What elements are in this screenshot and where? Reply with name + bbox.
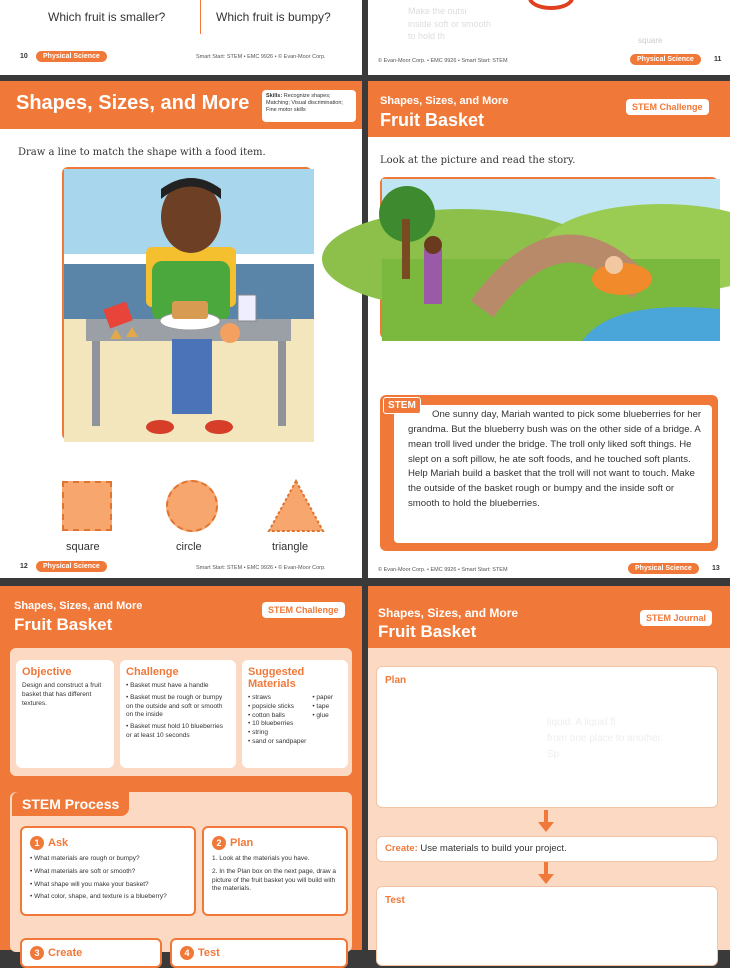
materials-col-1	[248, 694, 306, 747]
bridge-scene-svg	[382, 179, 720, 341]
stem-challenge-badge: STEM Challenge	[626, 99, 709, 115]
create-text: Use materials to build your project.	[420, 843, 567, 854]
question-bumpy: Which fruit is bumpy?	[216, 10, 331, 24]
instruction: Draw a line to match the shape with a food item.	[18, 147, 266, 158]
material-item: • paper	[312, 694, 333, 703]
ask-item: • What shape will you make your basket?	[30, 881, 186, 890]
page-12	[0, 81, 362, 578]
create-heading: Create	[48, 947, 83, 959]
challenge-heading: Challenge	[126, 666, 179, 678]
page-number: 13	[712, 565, 720, 572]
skills-text: Recognize shapes; Matching; Visual discrimination; Fine motor skills	[266, 93, 343, 114]
test-heading: Test	[198, 947, 220, 959]
footer-credit: Smart Start: STEM • EMC 9926 • © Evan-Moor Corp.	[196, 54, 326, 60]
shape-label-square: square	[66, 541, 100, 553]
challenge-card	[120, 660, 236, 768]
stem-journal-badge: STEM Journal	[640, 610, 712, 626]
page-number: 12	[20, 563, 28, 570]
material-item: • 10 blueberries	[248, 720, 306, 729]
page-title: Fruit Basket	[380, 110, 485, 130]
test-box[interactable]	[376, 886, 718, 966]
faded-text-2: inside soft or smooth	[408, 19, 492, 29]
plan-box[interactable]	[376, 666, 718, 808]
page-subtitle: Shapes, Sizes, and More	[14, 600, 143, 612]
circle-shape	[166, 480, 218, 532]
page-subtitle: Shapes, Sizes, and More	[378, 606, 519, 620]
down-arrow-icon	[538, 810, 554, 834]
page-11	[368, 0, 730, 75]
faded-shape-word: square	[638, 36, 663, 45]
section-pill: Physical Science	[628, 563, 699, 574]
down-arrow-icon	[538, 862, 554, 886]
apple-icon	[528, 0, 574, 10]
step-number: 2	[212, 836, 226, 850]
ask-item: • What materials are soft or smooth?	[30, 868, 186, 877]
objective-card	[16, 660, 114, 768]
page-13	[368, 81, 730, 578]
shape-label-circle: circle	[176, 541, 202, 553]
challenge-item: • Basket must have a handle	[126, 682, 230, 691]
boy-illustration-svg	[64, 169, 314, 442]
section-pill: Physical Science	[36, 51, 107, 62]
faded-line: from one place to another.	[547, 733, 664, 744]
page-title: Fruit Basket	[14, 615, 113, 634]
page-subtitle: Shapes, Sizes, and More	[380, 95, 509, 107]
footer-credit: © Evan-Moor Corp. • EMC 9926 • Smart Start: STEM	[378, 567, 508, 573]
material-item: • string	[248, 729, 306, 738]
page-number: 11	[714, 56, 722, 63]
skills-box	[262, 90, 356, 122]
stem-challenge-badge: STEM Challenge	[262, 602, 345, 618]
page-10	[0, 0, 362, 75]
challenge-item: • Basket must be rough or bumpy on the outside and soft or smooth on the inside	[126, 694, 230, 720]
page-title: Fruit Basket	[378, 622, 477, 641]
create-label: Create:	[385, 843, 418, 854]
square-shape	[62, 481, 112, 531]
ask-item: • What materials are rough or bumpy?	[30, 855, 186, 864]
bridge-scene-illustration	[380, 177, 718, 339]
triangle-shape	[266, 478, 326, 534]
plan-item: 2. In the Plan box on the next page, draw a picture of the fruit basket you will build with the materials.	[212, 867, 336, 893]
divider	[200, 0, 201, 34]
process-heading: STEM Process	[12, 792, 129, 816]
question-smaller: Which fruit is smaller?	[48, 10, 166, 24]
test-label: Test	[385, 895, 405, 906]
section-pill: Physical Science	[36, 561, 107, 572]
instruction: Look at the picture and read the story.	[380, 155, 576, 166]
step-number: 3	[30, 946, 44, 960]
boy-at-table-illustration	[62, 167, 312, 440]
page-number: 10	[20, 53, 28, 60]
page-title: Shapes, Sizes, and More	[16, 92, 250, 114]
ask-card	[20, 826, 196, 916]
material-item: • sand or sandpaper	[248, 738, 306, 747]
story-text: One sunny day, Mariah wanted to pick some blueberries for her grandma. But the blueberry bush was on the other side of a bridge. A mean troll lived under the bridge. The troll only liked soft things. He slept on a soft pillow, he ate soft foods, and he touched soft plants. Help Mariah build a basket that the troll will not want to touch. Make the outside of the basket rough or bumpy and the inside soft or smooth to hold the blueberries.	[408, 409, 702, 510]
challenge-item: • Basket must hold 10 blueberries or at least 10 seconds	[126, 723, 230, 741]
plan-heading: Plan	[230, 837, 254, 849]
page-15	[368, 586, 730, 950]
plan-card	[202, 826, 348, 916]
faded-line: Sp	[547, 749, 560, 760]
objective-text: Design and construct a fruit basket that has different textures.	[22, 682, 102, 707]
test-card	[170, 938, 348, 968]
stem-tag: STEM	[383, 397, 421, 414]
ask-list	[30, 855, 186, 902]
objective-heading: Objective	[22, 666, 72, 678]
create-box[interactable]	[376, 836, 718, 862]
plan-item: 1. Look at the materials you have.	[212, 855, 310, 862]
page-14	[0, 586, 362, 959]
material-item: • tape	[312, 703, 333, 712]
faded-text-3: to hold th	[408, 31, 446, 41]
material-item: • cotton balls	[248, 712, 306, 721]
materials-heading: Suggested Materials	[248, 666, 305, 691]
shape-label-triangle: triangle	[272, 541, 309, 553]
faded-line: liquid. A liquid fl	[547, 717, 616, 728]
footer-credit: © Evan-Moor Corp. • EMC 9926 • Smart Start: STEM	[378, 58, 508, 64]
step-number: 4	[180, 946, 194, 960]
create-card	[20, 938, 162, 968]
material-item: • popsicle sticks	[248, 703, 306, 712]
materials-col-2	[312, 694, 333, 747]
skills-label: Skills:	[266, 93, 283, 99]
materials-card	[242, 660, 348, 768]
challenge-list	[126, 682, 230, 741]
section-pill: Physical Science	[630, 54, 701, 65]
ask-heading: Ask	[48, 837, 69, 849]
footer-credit: Smart Start: STEM • EMC 9926 • © Evan-Moor Corp.	[196, 565, 326, 571]
ask-item: • What color, shape, and texture is a blueberry?	[30, 893, 186, 902]
plan-label: Plan	[385, 675, 407, 686]
material-item: • straws	[248, 694, 306, 703]
faded-text-1: Make the outsi	[408, 6, 467, 16]
step-number: 1	[30, 836, 44, 850]
material-item: • glue	[312, 712, 333, 721]
